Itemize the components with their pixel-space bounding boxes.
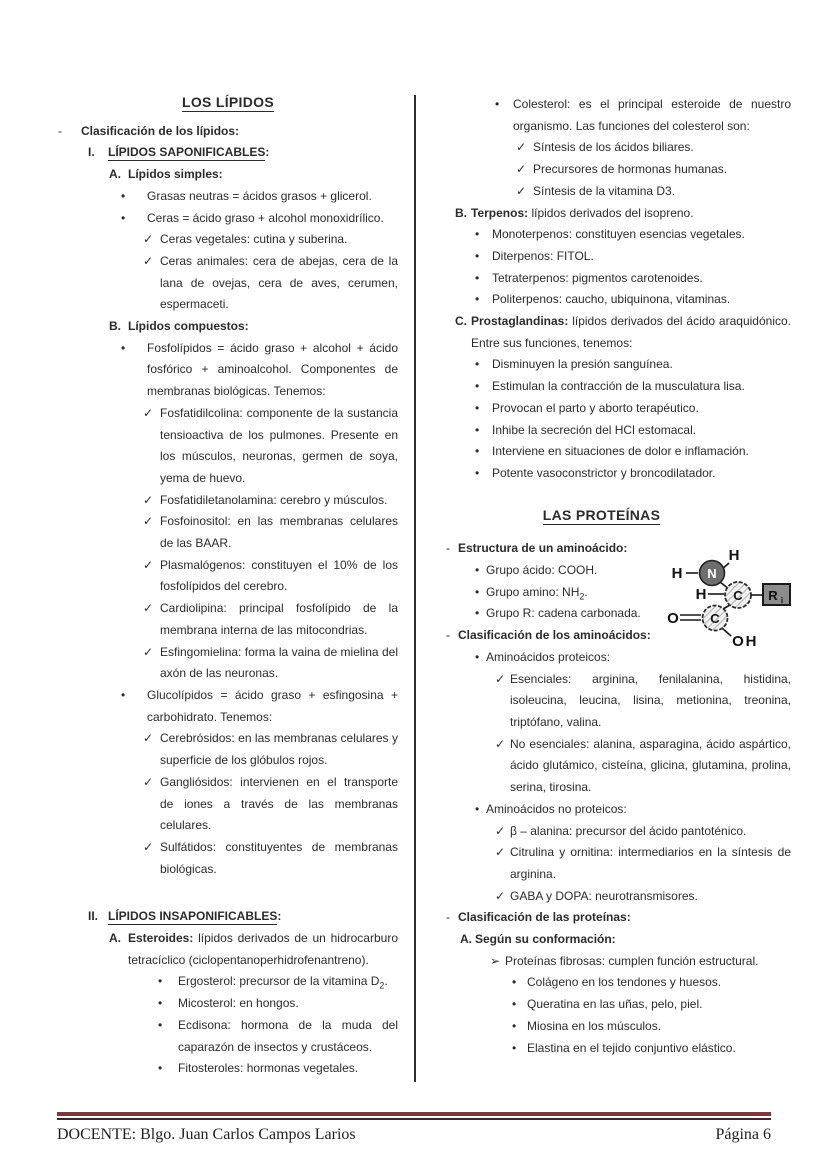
- list-item: [490, 951, 791, 973]
- list-item-text: Proteínas fibrosas: cumplen función estructural.: [505, 953, 759, 968]
- list-item: [121, 208, 398, 230]
- r-group-label: R: [768, 588, 778, 603]
- dash-marker: -: [446, 541, 450, 556]
- list-item-text: Clasificación de los aminoácidos:: [458, 628, 651, 643]
- page-footer: [57, 1126, 771, 1144]
- bullet-marker: •: [475, 801, 480, 816]
- bullet-marker: •: [475, 227, 480, 242]
- list-item: [143, 490, 398, 512]
- list-item: [88, 906, 398, 928]
- list-item-text: Esteroides: lípidos derivados de un hidrocarburo tetracíclico (ciclopentanoperhidrofenantreno).: [128, 931, 398, 967]
- check-marker: ✓: [143, 492, 154, 507]
- list-item-text: Esenciales: arginina, fenilalanina, histidina, isoleucina, leucina, lisina, metionina, treonina, triptófano, valina.: [510, 671, 791, 729]
- list-item: [475, 224, 791, 246]
- ordinal-marker: II.: [88, 909, 99, 924]
- list-item-text: Aminoácidos proteicos:: [486, 649, 611, 664]
- list-item: [446, 907, 791, 929]
- bullet-marker: •: [121, 687, 126, 702]
- hydroxyl-o-label: O: [732, 633, 744, 650]
- check-marker: ✓: [143, 514, 154, 529]
- list-item-text: GABA y DOPA: neurotransmisores.: [510, 888, 698, 903]
- left-column: [58, 92, 398, 1080]
- list-item-text: Ergosterol: precursor de la vitamina $D_2$.: [178, 974, 388, 991]
- bullet-marker: •: [475, 606, 480, 621]
- bullet-marker: •: [158, 996, 163, 1011]
- ordinal-marker: B.: [455, 205, 467, 220]
- list-item: [143, 251, 398, 316]
- check-marker: ✓: [495, 888, 506, 903]
- list-item-text: Provocan el parto y aborto terapéutico.: [492, 400, 699, 415]
- list-item-text: Interviene en situaciones de dolor e inflamación.: [492, 444, 749, 459]
- list-item-text: Cardiolipina: principal fosfolípido de la membrana interna de las mitocondrias.: [160, 601, 398, 637]
- list-item-text: Inhibe la secreción del HCl estomacal.: [492, 422, 697, 437]
- list-item: [475, 398, 791, 420]
- bullet-marker: •: [121, 210, 126, 225]
- list-item-text: Disminuyen la presión sanguínea.: [492, 357, 673, 372]
- list-item: [512, 1016, 791, 1038]
- list-item: [495, 842, 791, 885]
- list-item: [475, 289, 791, 311]
- list-item-text: Grupo ácido: COOH.: [486, 563, 598, 578]
- amino-acid-diagram: [646, 540, 798, 652]
- list-item-text: Tetraterpenos: pigmentos carotenoides.: [492, 270, 703, 285]
- ordinal-marker: B.: [109, 319, 121, 334]
- list-item: [516, 159, 791, 181]
- column-divider: [414, 95, 416, 1082]
- list-item-text: Diterpenos: FITOL.: [492, 248, 594, 263]
- list-item: [109, 164, 398, 186]
- h-alpha-label: H: [695, 586, 707, 603]
- list-item: [143, 511, 398, 554]
- hydroxyl-h-label: H: [745, 633, 757, 650]
- bullet-marker: •: [158, 974, 163, 989]
- list-item: [516, 181, 791, 203]
- list-item-text: Gangliósidos: intervienen en el transporte de iones a través de las membranas celulares.: [160, 774, 398, 833]
- list-item-text: Lípidos compuestos:: [128, 319, 249, 334]
- list-item: [143, 229, 398, 251]
- bullet-marker: •: [475, 465, 480, 480]
- bullet-marker: •: [512, 997, 517, 1012]
- list-item-text: Sulfátidos: constituyentes de membranas biológicas.: [160, 839, 398, 876]
- section-title-proteinas-text: LAS PROTEÍNAS: [542, 506, 661, 523]
- list-item-text: LÍPIDOS INSAPONIFICABLES:: [108, 909, 282, 924]
- list-item: [475, 268, 791, 290]
- check-marker: ✓: [143, 731, 154, 746]
- lipidos-list-continued: [446, 94, 791, 485]
- bullet-marker: •: [475, 400, 480, 415]
- list-item-text: Fitosteroles: hormonas vegetales.: [178, 1061, 359, 1076]
- list-item-text: β – alanina: precursor del ácido pantoténico.: [510, 823, 747, 838]
- list-item: [143, 642, 398, 685]
- list-item-text: Potente vasoconstrictor y broncodilatador.: [492, 465, 716, 480]
- list-item-text: Monoterpenos: constituyen esencias vegetales.: [492, 227, 745, 242]
- list-item: [495, 94, 791, 137]
- list-item: [143, 837, 398, 880]
- list-item-text: Precursores de hormonas humanas.: [533, 162, 728, 177]
- list-item-text: Grasas neutras = ácidos grasos + glicerol.: [147, 188, 372, 203]
- list-item-text: Plasmalógenos: constituyen el 10% de los fosfolípidos del cerebro.: [160, 557, 398, 594]
- list-item-text: Síntesis de la vitamina D3.: [533, 183, 676, 198]
- ordinal-marker: A.: [109, 931, 121, 946]
- list-item: [121, 338, 398, 403]
- footer-rule: [57, 1112, 771, 1120]
- list-item-text: Grupo R: cadena carbonada.: [486, 606, 641, 621]
- list-item-text: Ceras animales: cera de abejas, cera de la lana de ovejas, cera de aves, cerumen, espermaceti.: [160, 253, 398, 312]
- bullet-marker: •: [475, 422, 480, 437]
- check-marker: ✓: [143, 253, 154, 268]
- list-item: [158, 1058, 398, 1080]
- check-marker: ✓: [143, 644, 154, 659]
- check-marker: ✓: [143, 774, 154, 789]
- list-item-text: Ecdisona: hormona de la muda del caparazón de insectos y crustáceos.: [178, 1017, 398, 1054]
- h-left-label: H: [671, 565, 683, 582]
- h-top-label: H: [728, 547, 740, 564]
- section-title-lipidos: [58, 92, 398, 114]
- check-marker: ✓: [516, 183, 527, 198]
- bond-c-oh: [722, 628, 731, 636]
- list-item-text: Ceras vegetales: cutina y suberina.: [160, 232, 348, 247]
- bullet-marker: •: [512, 1018, 517, 1033]
- check-marker: ✓: [495, 845, 506, 860]
- list-item: [495, 669, 791, 734]
- list-item: [121, 186, 398, 208]
- ordinal-marker: A.: [109, 167, 121, 182]
- list-item: [455, 203, 791, 225]
- list-item: [512, 994, 791, 1016]
- check-marker: ✓: [495, 823, 506, 838]
- bullet-marker: •: [475, 584, 480, 599]
- list-item-text: Síntesis de los ácidos biliares.: [533, 140, 694, 155]
- docente-label: DOCENTE: Blgo. Juan Carlos Campos Larios: [57, 1126, 356, 1143]
- list-item: [475, 354, 791, 376]
- alpha-carbon-label: C: [733, 588, 743, 603]
- list-item: [512, 972, 791, 994]
- bullet-marker: •: [475, 444, 480, 459]
- carboxyl-carbon-label: C: [710, 611, 720, 626]
- check-marker: ✓: [495, 671, 506, 686]
- check-marker: ✓: [143, 601, 154, 616]
- list-item: [158, 971, 398, 993]
- list-item: [455, 311, 791, 354]
- bullet-marker: •: [475, 563, 480, 578]
- bullet-marker: •: [475, 357, 480, 372]
- bullet-marker: •: [158, 1017, 163, 1032]
- list-item-text: Clasificación de los lípidos:: [81, 123, 240, 138]
- list-item: [109, 928, 398, 971]
- dash-marker: -: [446, 628, 450, 643]
- list-item-text: Micosterol: en hongos.: [178, 996, 299, 1011]
- list-item-text: Colágeno en los tendones y huesos.: [527, 975, 722, 990]
- check-marker: ✓: [143, 405, 154, 420]
- dash-marker: -: [58, 123, 62, 138]
- bullet-marker: •: [475, 379, 480, 394]
- bullet-marker: •: [512, 1040, 517, 1055]
- list-item: [495, 734, 791, 799]
- dash-marker: -: [446, 910, 450, 925]
- section-title-lipidos-text: LOS LÍPIDOS: [182, 94, 274, 110]
- bullet-marker: •: [475, 270, 480, 285]
- check-marker: ✓: [143, 232, 154, 247]
- ordinal-marker: A.: [460, 932, 472, 947]
- check-marker: ✓: [143, 839, 154, 854]
- bullet-marker: •: [121, 340, 126, 355]
- list-item: [475, 246, 791, 268]
- list-item-text: Clasificación de las proteínas:: [458, 910, 631, 925]
- list-item-text: No esenciales: alanina, asparagina, ácido aspártico, ácido glutámico, cisteína, glicina, glutamina, prolina, serina, tirosina.: [510, 736, 791, 795]
- list-item-text: LÍPIDOS SAPONIFICABLES:: [108, 145, 270, 160]
- list-item-text: Según su conformación:: [475, 932, 616, 947]
- list-item: [88, 142, 398, 164]
- list-item: [475, 799, 791, 821]
- check-marker: ✓: [143, 557, 154, 572]
- list-item-text: Miosina en los músculos.: [527, 1018, 662, 1033]
- list-item: [475, 463, 791, 485]
- list-item: [516, 137, 791, 159]
- list-item-text: Fosfolípidos = ácido graso + alcohol + ácido fosfórico + aminoalcohol. Componentes de membranas biológicas. Tenemos:: [147, 340, 398, 399]
- list-item: [460, 929, 791, 951]
- bullet-marker: •: [512, 975, 517, 990]
- bullet-marker: •: [475, 248, 480, 263]
- list-item: [109, 316, 398, 338]
- list-item-text: Aminoácidos no proteicos:: [486, 801, 627, 816]
- list-item-text: Esfingomielina: forma la vaina de mielina del axón de las neuronas.: [160, 644, 398, 681]
- list-item-text: Queratina en las uñas, pelo, piel.: [527, 997, 703, 1012]
- list-item: [158, 1015, 398, 1058]
- arrow-marker: ➢: [490, 953, 501, 968]
- list-item-text: Elastina en el tejido conjuntivo elástico.: [527, 1040, 736, 1055]
- list-item-text: Politerpenos: caucho, ubiquinona, vitaminas.: [492, 292, 731, 307]
- check-marker: ✓: [495, 736, 506, 751]
- section-title-proteinas: [446, 505, 757, 527]
- list-item-text: Cerebrósidos: en las membranas celulares y superficie de los glóbulos rojos.: [160, 731, 398, 768]
- list-item-text: Colesterol: es el principal esteroide de nuestro organismo. Las funciones del colesterol son:: [513, 97, 791, 133]
- list-item: [121, 685, 398, 728]
- list-item-text: Estructura de un aminoácido:: [458, 541, 628, 556]
- check-marker: ✓: [516, 162, 527, 177]
- bullet-marker: •: [121, 188, 126, 203]
- oxygen-double-label: O: [667, 610, 679, 627]
- list-item-text: Citrulina y ornitina: intermediarios en la síntesis de arginina.: [510, 845, 791, 881]
- list-item: [143, 728, 398, 771]
- list-item-text: Grupo amino: $NH_2$.: [486, 584, 588, 602]
- list-item-text: Fosfatidiletanolamina: cerebro y músculos.: [160, 492, 388, 507]
- ordinal-marker: C.: [455, 314, 467, 329]
- list-item-text: Lípidos simples:: [128, 167, 223, 182]
- list-item-text: Fosfatidilcolina: componente de la sustancia tensioactiva de los pulmones. Presente en los músculos, neuronas, germen de soya, yema de huevo.: [160, 405, 398, 485]
- list-item: [475, 376, 791, 398]
- list-item: [512, 1038, 791, 1060]
- list-item: [475, 420, 791, 442]
- list-item-text: Terpenos: lípidos derivados del isopreno.: [471, 205, 694, 220]
- bullet-marker: •: [495, 97, 500, 111]
- list-item: [143, 555, 398, 598]
- footer-rule-thin: [57, 1118, 771, 1120]
- list-item: [495, 886, 791, 908]
- check-marker: ✓: [516, 140, 527, 155]
- list-item-text: Fosfoinositol: en las membranas celulares de las BAAR.: [160, 514, 398, 551]
- list-item: [58, 121, 398, 143]
- list-item: [143, 772, 398, 837]
- list-item: [158, 993, 398, 1015]
- bullet-marker: •: [158, 1061, 163, 1076]
- list-item-text: Estimulan la contracción de la musculatura lisa.: [492, 379, 745, 394]
- list-item: [495, 821, 791, 843]
- r-group-subscript: i: [780, 596, 784, 605]
- bullet-marker: •: [475, 649, 480, 664]
- bullet-marker: •: [475, 292, 480, 307]
- page-number: Página 6: [715, 1126, 771, 1143]
- list-item-text: Ceras = ácido graso + alcohol monoxidrílico.: [147, 210, 384, 225]
- ordinal-marker: I.: [88, 145, 95, 160]
- list-item: [143, 403, 398, 490]
- lipidos-list: [58, 121, 398, 1080]
- nitrogen-label: N: [707, 566, 717, 581]
- list-item: [475, 441, 791, 463]
- list-item-text: Glucolípidos = ácido graso + esfingosina + carbohidrato. Tenemos:: [147, 687, 398, 724]
- list-item-text: Prostaglandinas: lípidos derivados del ácido araquidónico. Entre sus funciones, tenemos:: [471, 314, 791, 350]
- list-item: [143, 598, 398, 641]
